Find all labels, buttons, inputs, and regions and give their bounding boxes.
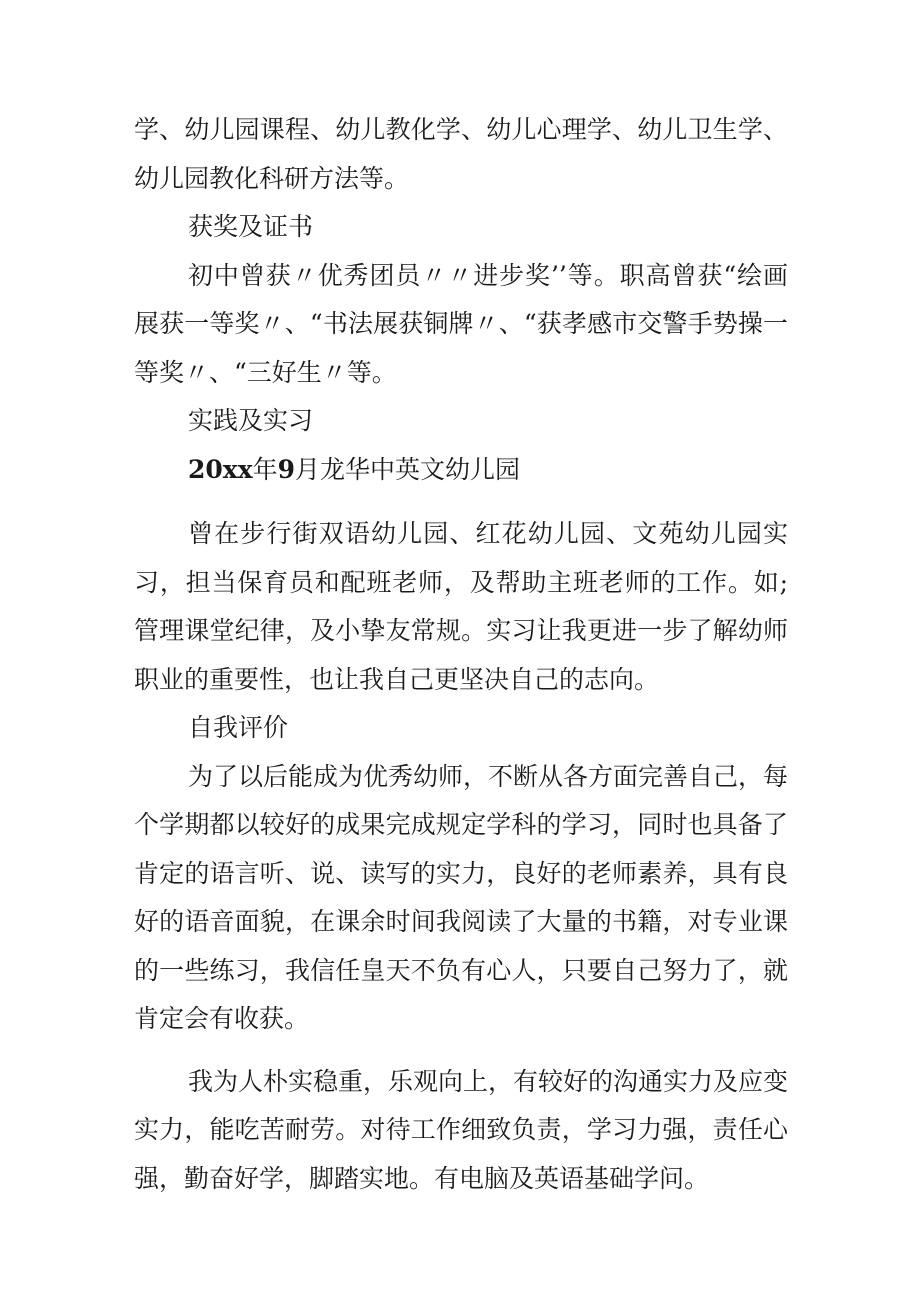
awards-paragraph: 初中曾获〃优秀团员〃〃进步奖’’等。职高曾获“绘画展获一等奖〃、“书法展获铜牌〃、“获孝感市交警手势操一等奖〃、“三好生〃等。 <box>134 260 788 387</box>
self-evaluation-paragraph-1: 为了以后能成为优秀幼师，不断从各方面完善自己，每个学期都以较好的成果完成规定学科的学习，同时也具备了肯定的语言听、说、读写的实力，良好的老师素养，具有良好的语音面貌，在课余时间我阅读了大量的书籍，对专业课的一些练习，我信任皇天不负有心人，只要自己努力了，就肯定会有收获。 <box>134 761 789 1033</box>
practice-heading: 实践及实习 <box>188 406 314 435</box>
awards-heading: 获奖及证书 <box>188 212 314 241</box>
practice-place: 月龙华中英文幼儿园 <box>295 454 521 484</box>
practice-date-line <box>134 446 788 495</box>
practice-paragraph: 曾在步行街双语幼儿园、红花幼儿园、文苑幼儿园实习，担当保育员和配班老师，及帮助主班老师的工作。如;管理课堂纪律，及小挚友常规。实习让我更进一步了解幼师职业的重要性，也让我自己更坚决自己的志向。 <box>134 519 788 694</box>
document-body <box>134 106 788 1203</box>
self-evaluation-paragraph-2: 我为人朴实稳重，乐观向上，有较好的沟通实力及应变实力，能吃苦耐劳。对待工作细致负责，学习力强，责任心强，勤奋好学，脚踏实地。有电脑及英语基础学问。 <box>134 1066 789 1193</box>
intro-continuation-paragraph: 学、幼儿园课程、幼儿教化学、幼儿心理学、幼儿卫生学、幼儿园教化科研方法等。 <box>134 115 788 193</box>
practice-month: 9 <box>277 454 296 484</box>
practice-year-suffix: 年 <box>252 454 278 484</box>
self-evaluation-heading: 自我评价 <box>188 713 289 742</box>
practice-year: 20xx <box>188 454 253 484</box>
